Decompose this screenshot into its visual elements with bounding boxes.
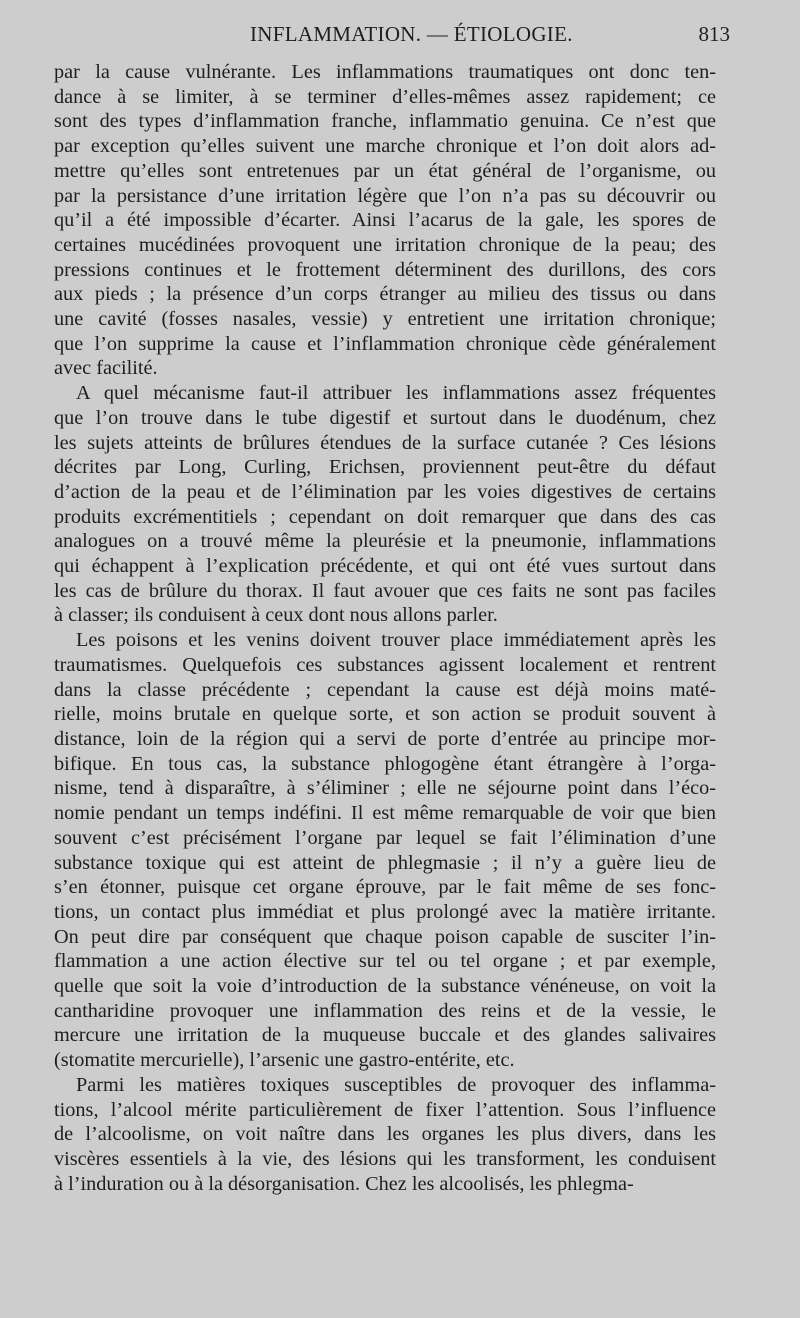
text-line: analogues on a trouvé même la pleurésie et la pneumonie, inflammations (54, 530, 716, 553)
text-line: nisme, tend à disparaître, à s’éliminer ; elle ne séjourne point dans l’éco- (54, 777, 716, 800)
paragraph-2 (54, 381, 716, 628)
paragraph-3 (54, 628, 716, 1073)
text-line: pressions continues et le frottement déterminent des durillons, des cors (54, 258, 716, 281)
text-line: aux pieds ; la présence d’un corps étranger au milieu des tissus ou dans (54, 283, 716, 306)
text-line: les cas de brûlure du thorax. Il faut avouer que ces faits ne sont pas faciles (54, 579, 716, 602)
text-line: sont des types d’inflammation franche, inflammatio genuina. Ce n’est que (54, 110, 716, 133)
running-title: INFLAMMATION. — ÉTIOLOGIE. (250, 22, 573, 46)
text-line: que l’on supprime la cause et l’inflammation chronique cède généralement (54, 332, 716, 355)
text-line: viscères essentiels à la vie, des lésions qui les transforment, les conduisent (54, 1147, 716, 1170)
text-line: dance à se limiter, à se terminer d’elles-mêmes assez rapidement; ce (54, 85, 716, 108)
text-line: décrites par Long, Curling, Erichsen, proviennent peut-être du défaut (54, 456, 716, 479)
text-line: mettre qu’elles sont entretenues par un état général de l’organisme, ou (54, 159, 716, 182)
text-line: cantharidine provoquer une inflammation des reins et de la vessie, le (54, 999, 716, 1022)
text-line: qu’il a été impossible d’écarter. Ainsi l’acarus de la gale, les spores de (54, 209, 716, 232)
text-line: souvent c’est précisément l’organe par lequel se fait l’élimination d’une (54, 826, 716, 849)
text-line: tions, un contact plus immédiat et plus prolongé avec la matière irritante. (54, 900, 716, 923)
text-line: tions, l’alcool mérite particulièrement de fixer l’attention. Sous l’influence (54, 1098, 716, 1121)
text-line: quelle que soit la voie d’introduction de la substance vénéneuse, on voit la (54, 975, 716, 998)
text-line: par exception qu’elles suivent une marche chronique et l’on doit alors ad- (54, 135, 716, 158)
text-line: produits excrémentitiels ; cependant on doit remarquer que dans des cas (54, 505, 716, 528)
text-line: les sujets atteints de brûlures étendues de la surface cutanée ? Ces lésions (54, 431, 716, 454)
text-line: nomie pendant un temps indéfini. Il est même remarquable de voir que bien (54, 802, 716, 825)
text-line: par la cause vulnérante. Les inflammations traumatiques ont donc ten- (54, 61, 716, 83)
paragraph-4 (54, 1073, 716, 1197)
page-number: 813 (698, 22, 730, 46)
text-line: A quel mécanisme faut-il attribuer les inflammations assez fréquentes (76, 382, 716, 405)
text-line: bifique. En tous cas, la substance phlogogène étant étrangère à l’orga- (54, 752, 716, 775)
text-line: substance toxique qui est atteint de phlegmasie ; il n’y a guère lieu de (54, 851, 716, 874)
text-line: de l’alcoolisme, on voit naître dans les organes les plus divers, dans les (54, 1123, 716, 1146)
text-line: à l’induration ou à la désorganisation. Chez les alcoolisés, les phlegma- (54, 1172, 634, 1195)
text-line: (stomatite mercurielle), l’arsenic une gastro-entérite, etc. (54, 1049, 515, 1072)
text-line: par la persistance d’une irritation légère que l’on n’a pas su découvrir ou (54, 184, 716, 207)
text-line: une cavité (fosses nasales, vessie) y entretient une irritation chronique; (54, 308, 716, 331)
text-line: à classer; ils conduisent à ceux dont nous allons parler. (54, 604, 498, 627)
paragraph-1 (54, 60, 716, 381)
text-line: On peut dire par conséquent que chaque poison capable de susciter l’in- (54, 925, 716, 948)
text-line: Parmi les matières toxiques susceptibles de provoquer des inflamma- (76, 1073, 716, 1096)
text-line: certaines mucédinées provoquent une irritation chronique de la peau; des (54, 233, 716, 256)
text-line: dans la classe précédente ; cependant la cause est déjà moins maté- (54, 678, 716, 701)
text-line: mercure une irritation de la muqueuse buccale et des glandes salivaires (54, 1024, 716, 1047)
text-line: d’action de la peau et de l’élimination par les voies digestives de certains (54, 480, 716, 503)
text-line: distance, loin de la région qui a servi de porte d’entrée au principe mor- (54, 727, 716, 750)
page-body (54, 60, 716, 1196)
text-line: avec facilité. (54, 357, 158, 380)
text-line: traumatismes. Quelquefois ces substances agissent localement et rentrent (54, 653, 716, 676)
text-line: que l’on trouve dans le tube digestif et surtout dans le duodénum, chez (54, 406, 716, 429)
text-line: Les poisons et les venins doivent trouver place immédiatement après les (76, 629, 716, 652)
text-line: s’en étonner, puisque cet organe éprouve, par le fait même de ses fonc- (54, 876, 716, 899)
text-line: qui échappent à l’explication précédente, et qui ont été vues surtout dans (54, 555, 716, 578)
text-line: rielle, moins brutale en quelque sorte, et son action se produit souvent à (54, 703, 716, 726)
running-header (40, 22, 730, 52)
text-line: flammation a une action élective sur tel ou tel organe ; et par exemple, (54, 950, 716, 973)
